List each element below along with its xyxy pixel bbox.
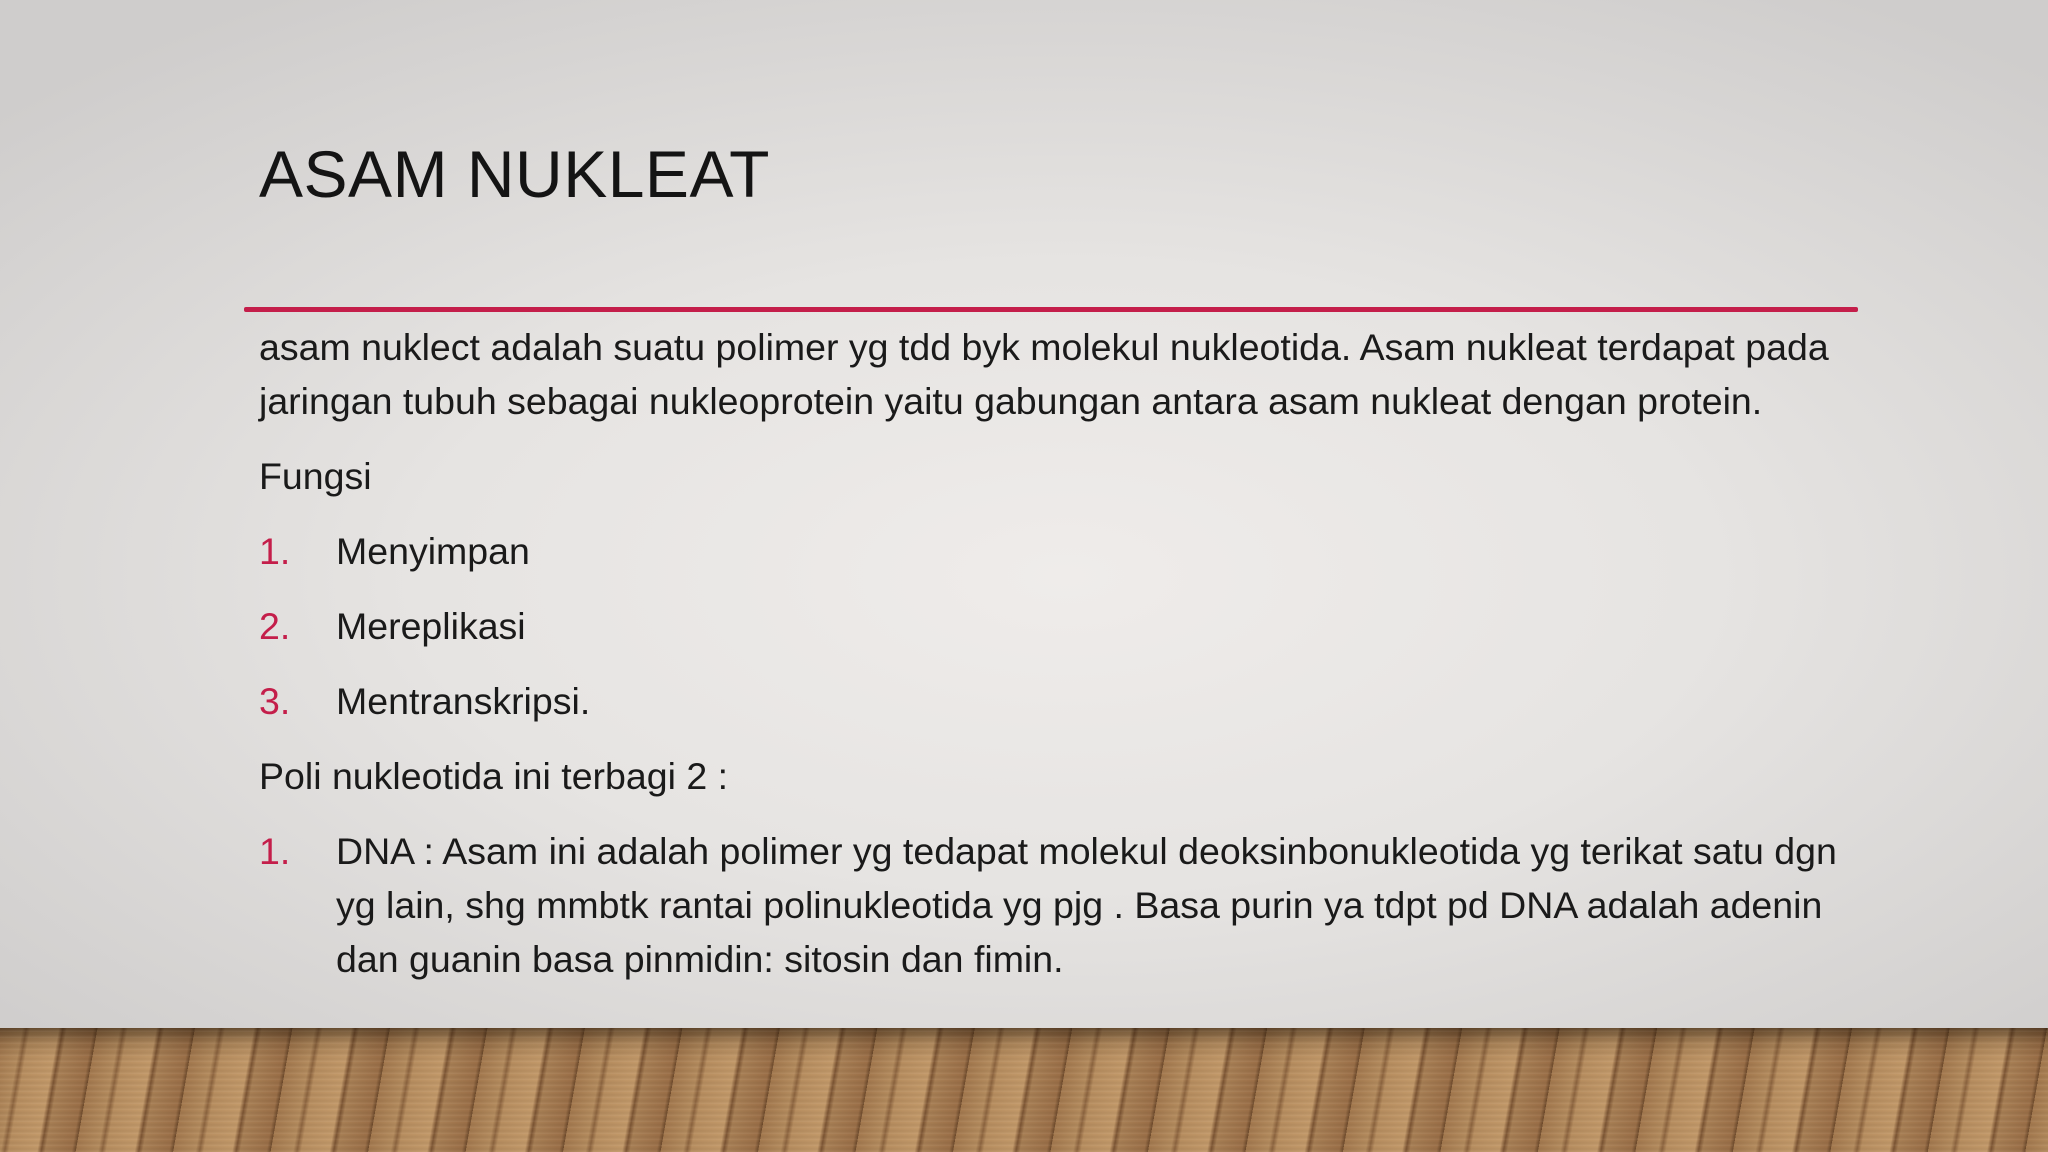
- slide-body: [259, 320, 1879, 1007]
- list-item-text: Mereplikasi: [336, 605, 526, 647]
- list-number: 2.: [259, 605, 291, 647]
- poli-list: [259, 824, 1879, 986]
- list-item-text: Mentranskripsi.: [336, 680, 591, 722]
- list-number: 1.: [259, 830, 291, 872]
- fungsi-heading: Fungsi: [259, 455, 372, 497]
- list-item: [259, 599, 1879, 653]
- list-item: [259, 524, 1879, 578]
- fungsi-list: [259, 524, 1879, 728]
- list-item: [259, 674, 1879, 728]
- intro-paragraph: asam nuklect adalah suatu polimer yg tdd byk molekul nukleotida. Asam nukleat terdapat pada jaringan tubuh sebagai nukleoprotein yaitu gabungan antara asam nukleat dengan protein.: [259, 326, 1829, 422]
- list-number: 1.: [259, 530, 291, 572]
- title-divider: [244, 307, 1858, 312]
- wood-floor-decoration: [0, 1028, 2048, 1152]
- slide-title: ASAM NUKLEAT: [259, 137, 770, 211]
- list-number: 3.: [259, 680, 291, 722]
- list-item-text: DNA : Asam ini adalah polimer yg tedapat molekul deoksinbonukleotida yg terikat satu dgn yg lain, shg mmbtk rantai polinukleotida yg pjg . Basa purin ya tdpt pd DNA adalah adenin dan guanin basa pinmidin: sitosin dan fimin.: [336, 830, 1837, 980]
- list-item-text: Menyimpan: [336, 530, 530, 572]
- list-item: [259, 824, 1879, 986]
- poli-heading: Poli nukleotida ini terbagi 2 :: [259, 755, 729, 797]
